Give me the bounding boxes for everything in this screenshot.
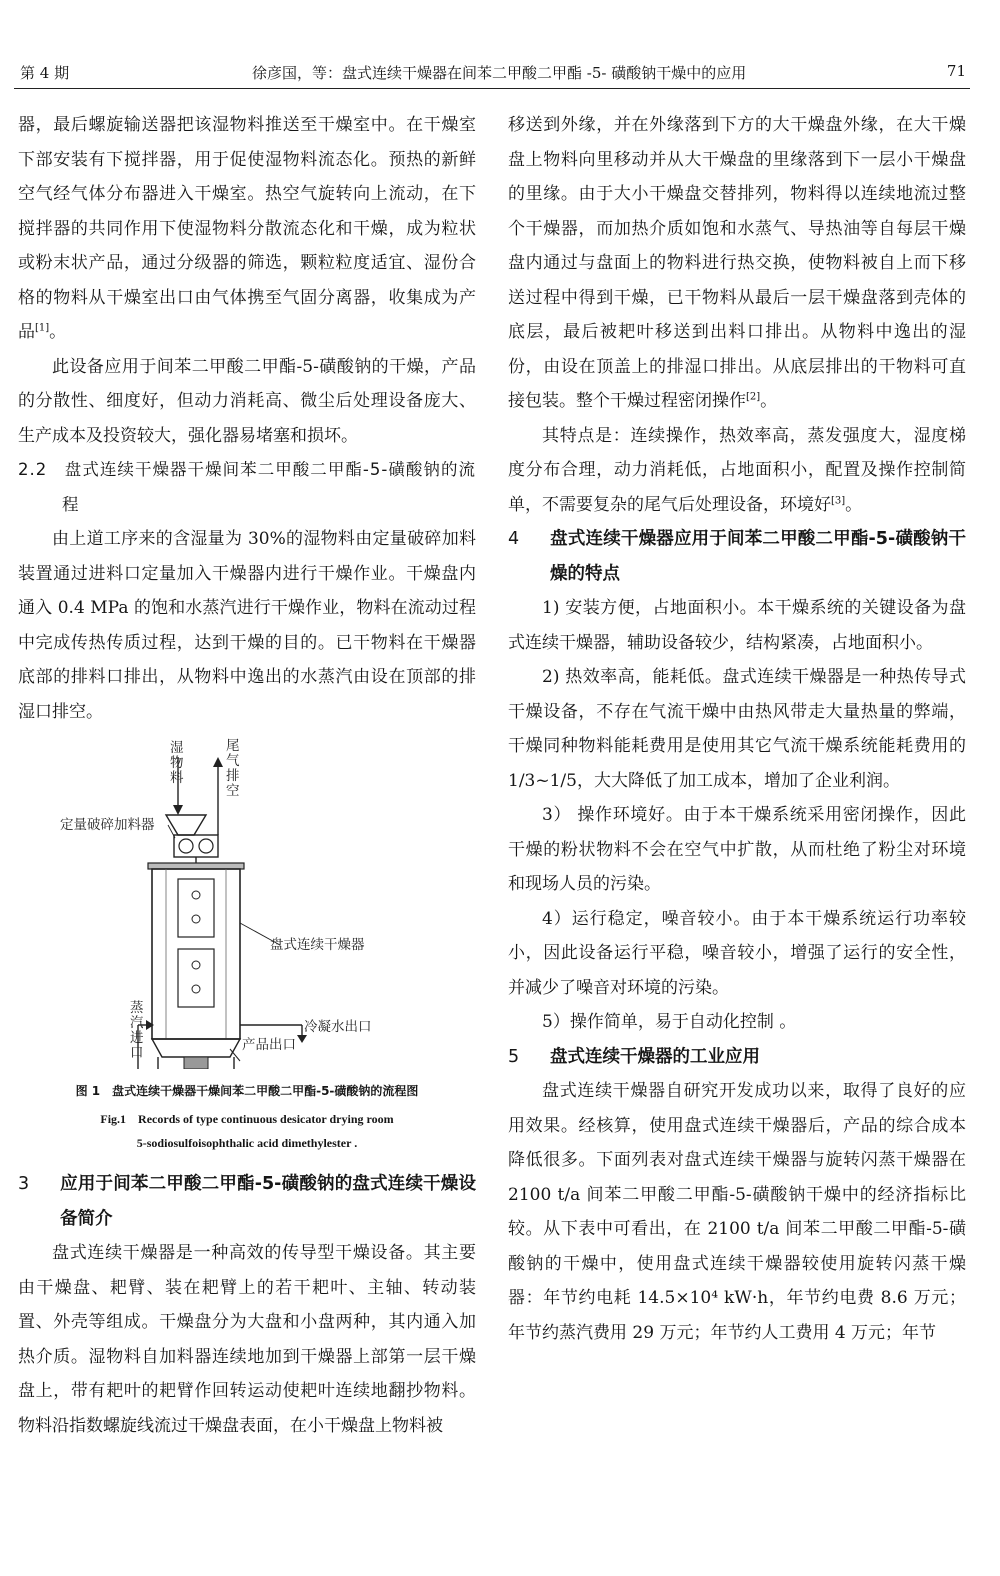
feature-item: 2) 热效率高，能耗低。盘式连续干燥器是一种热传导式干燥设备，不存在气流干燥中由热风带走大量热量的弊端，干燥同种物料能耗费用是使用其它气流干燥系统能耗费用的 1/3~1/5，大大降低了加工成本，增加了企业利润。 (508, 667, 966, 791)
process-flow-figure (18, 738, 476, 1150)
figure-caption-en-line2: 5-sodiosulfoisophthalic acid dimethylester . (136, 1136, 358, 1150)
section-4-heading: 4 盘式连续干燥器应用于间苯二甲酸二甲酯-5-磺酸钠干燥的特点 (508, 529, 966, 584)
figure-caption-zh: 图 1 盘式连续干燥器干燥间苯二甲酸二甲酯-5-磺酸钠的流程图 (75, 1084, 419, 1098)
figure-caption-en: Fig.1 Records of type continuous desicator drying room (100, 1112, 394, 1126)
exhaust-label: 尾气排空 (226, 738, 240, 799)
feature-item: 5）操作简单，易于自动化控制 。 (542, 1012, 797, 1032)
left-column (18, 108, 476, 1443)
citation: [1] (35, 322, 50, 334)
right-column (508, 108, 966, 1350)
feature-item: 3） 操作环境好。由于本干燥系统采用密闭操作，因此干燥的粉状物料不会在空气中扩散，从而杜绝了粉尘对环境和现场人员的污染。 (508, 805, 966, 894)
citation: [2] (746, 391, 761, 403)
running-header (14, 58, 970, 89)
paragraph: 此设备应用于间苯二甲酸二甲酯-5-磺酸钠的干燥，产品的分散性、细度好，但动力消耗高、微尘后处理设备庞大、生产成本及投资较大，强化器易堵塞和损坏。 (18, 356, 476, 446)
dryer-label: 盘式连续干燥器 (270, 937, 365, 953)
paragraph: 由上道工序来的含湿量为 30%的湿物料由定量破碎加料装置通过进料口定量加入干燥器内进行干燥作业。干燥盘内通入 0.4 MPa 的饱和水蒸汽进行干燥作业，物料在流动过程中完成传热传质过程，达到干燥的目的。已干物料在干燥器底部的排料口排出，从物料中逸出的水蒸汽由设在顶部的排湿口排空。 (18, 529, 476, 722)
wet-material-label: 湿物料 (170, 740, 184, 786)
paragraph: 器，最后螺旋输送器把该湿物料推送至干燥室中。在干燥室下部安装有下搅拌器，用于促使湿物料流态化。预热的新鲜空气经气体分布器进入干燥室。热空气旋转向上流动，在下搅拌器的共同作用下使湿物料分散流态化和干燥，成为粒状或粉末状产品，通过分级器的筛选，颗粒粒度适宜、湿份合格的物料从干燥室出口由气体携至气固分离器，收集成为产品[1]。 (18, 115, 476, 342)
section-3-heading: 3 应用于间苯二甲酸二甲酯-5-磺酸钠的盘式连续干燥设备简介 (18, 1174, 476, 1229)
feature-item: 4）运行稳定，噪音较小。由于本干燥系统运行功率较小，因此设备运行平稳，噪音较小，增强了运行的安全性，并减少了噪音对环境的污染。 (508, 908, 966, 998)
steam-inlet-label: 蒸汽进口 (130, 1000, 144, 1061)
feature-item: 1) 安装方便，占地面积小。本干燥系统的关键设备为盘式连续干燥器，辅助设备较少，结构紧凑，占地面积小。 (508, 598, 966, 653)
issue-number: 第 4 期 (20, 64, 70, 82)
paragraph: 盘式连续干燥器自研究开发成功以来，取得了良好的应用效果。经核算，使用盘式连续干燥器后，产品的综合成本降低很多。下面列表对盘式连续干燥器与旋转闪蒸干燥器在 2100 t/a 间苯二甲酸二甲酯-5-磺酸钠干燥中的经济指标比较。从下表中可看出，在 2100 t/a 间苯二甲酸二甲酯-5-磺酸钠的干燥中，使用盘式连续干燥器较使用旋转闪蒸干燥器：年节约电耗 14.5×10⁴ kW·h，年节约电费 8.6 万元；年节约蒸汽费用 29 万元；年节约人工费用 4 万元；年节 (508, 1081, 966, 1343)
section-5-heading: 5 盘式连续干燥器的工业应用 (508, 1046, 760, 1067)
page-number: 71 (946, 62, 966, 80)
product-outlet-label: 产品出口 (242, 1037, 296, 1053)
dryer-diagram (18, 739, 476, 1069)
running-title: 徐彦国，等：盘式连续干燥器在间苯二甲酸二甲酯 -5- 磺酸钠干燥中的应用 (252, 64, 747, 82)
citation: [3] (831, 494, 846, 506)
paragraph: 移送到外缘，并在外缘落到下方的大干燥盘外缘，在大干燥盘上物料向里移动并从大干燥盘的里缘落到下一层小干燥盘的里缘。由于大小干燥盘交替排列，物料得以连续地流过整个干燥器，而加热介质如饱和水蒸气、导热油等自每层干燥盘内通过与盘面上的物料进行热交换，使物料被自上而下移送过程中得到干燥，已干物料从最后一层干燥盘落到壳体的底层，最后被耙叶移送到出料口排出。从物料中逸出的湿份，由设在顶盖上的排湿口排出。从底层排出的干物料可直接包装。整个干燥过程密闭操作[2]。 (508, 115, 966, 411)
subsection-heading: 2.2 盘式连续干燥器干燥间苯二甲酸二甲酯-5-磺酸钠的流程 (18, 460, 476, 514)
paragraph: 其特点是：连续操作，热效率高，蒸发强度大，湿度梯度分布合理，动力消耗低，占地面积小，配置及操作控制简单，不需要复杂的尾气后处理设备，环境好[3]。 (508, 425, 966, 515)
feeder-label: 定量破碎加料器 (60, 817, 155, 833)
condensate-outlet-label: 冷凝水出口 (304, 1019, 372, 1035)
paragraph: 盘式连续干燥器是一种高效的传导型干燥设备。其主要由干燥盘、耙臂、装在耙臂上的若干耙叶、主轴、转动装置、外壳等组成。干燥盘分为大盘和小盘两种，其内通入加热介质。湿物料自加料器连续地加到干燥器上部第一层干燥盘上，带有耙叶的耙臂作回转运动使耙叶连续地翻抄物料。物料沿指数螺旋线流过干燥盘表面，在小干燥盘上物料被 (18, 1243, 476, 1436)
